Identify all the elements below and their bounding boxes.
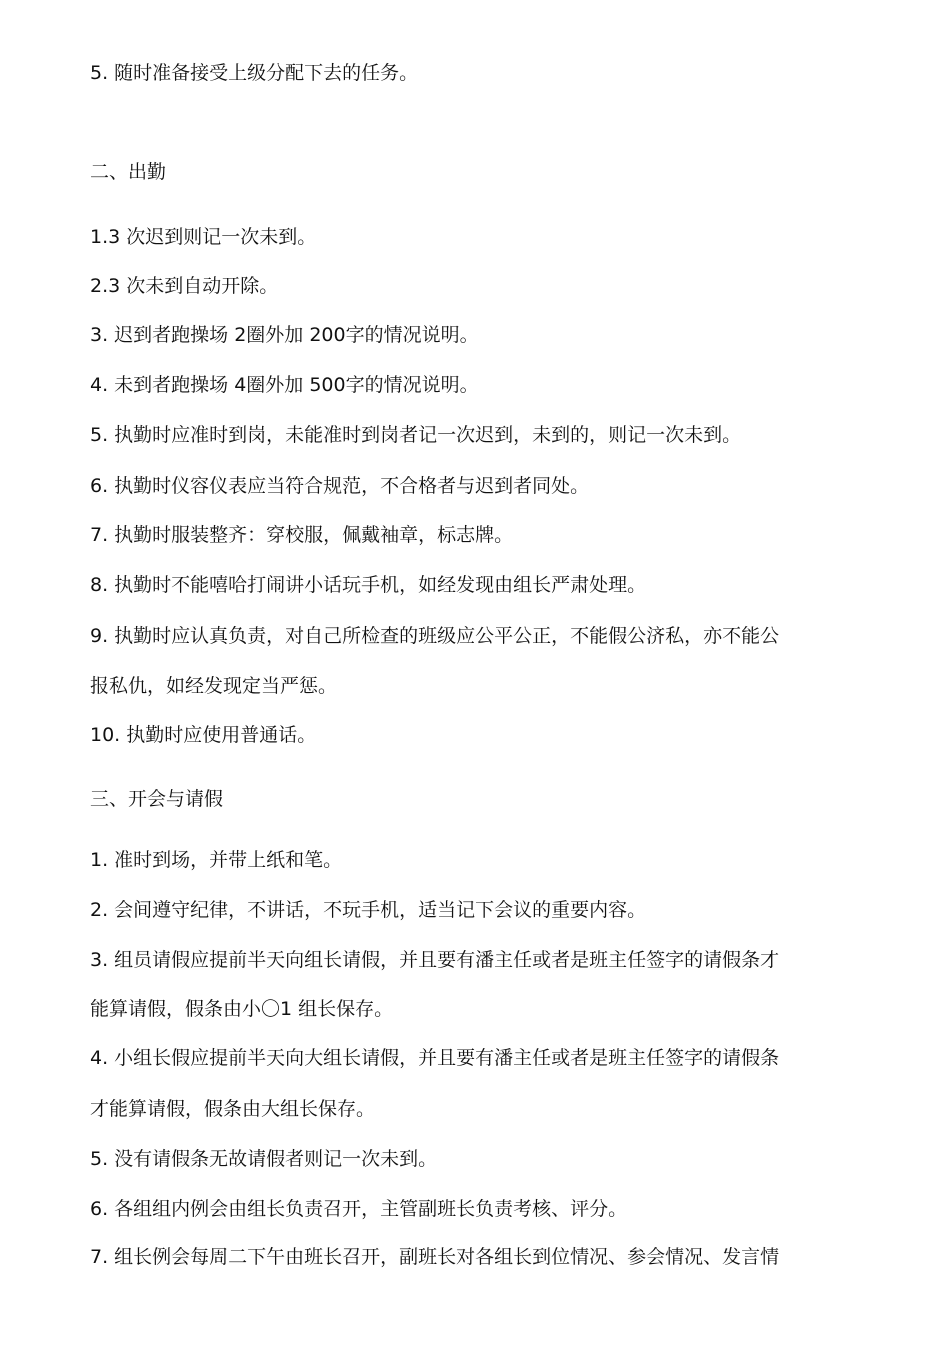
rule-line-meetings-5: 5. 没有请假条无故请假者则记一次未到。: [90, 1148, 438, 1170]
rule-line-attendance-5: 5. 执勤时应准时到岗，未能准时到岗者记一次迟到，未到的，则记一次未到。: [90, 424, 742, 446]
section-heading-meetings-leave: 三、开会与请假: [90, 788, 224, 810]
rule-line-duties-5: 5. 随时准备接受上级分配下去的任务。: [90, 62, 419, 84]
rule-line-meetings-4-cont: 才能算请假，假条由大组长保存。: [90, 1098, 376, 1120]
rule-line-attendance-7: 7. 执勤时服装整齐：穿校服，佩戴袖章，标志牌。: [90, 524, 514, 546]
rule-line-attendance-8: 8. 执勤时不能嘻哈打闹讲小话玩手机，如经发现由组长严肃处理。: [90, 574, 647, 596]
rule-line-attendance-2: 2.3 次未到自动开除。: [90, 275, 279, 297]
rule-line-attendance-6: 6. 执勤时仪容仪表应当符合规范，不合格者与迟到者同处。: [90, 475, 590, 497]
rule-line-attendance-3: 3. 迟到者跑操场 2圈外加 200字的情况说明。: [90, 324, 479, 346]
rule-line-attendance-1: 1.3 次迟到则记一次未到。: [90, 226, 317, 248]
rule-line-meetings-4: 4. 小组长假应提前半天向大组长请假，并且要有潘主任或者是班主任签字的请假条: [90, 1047, 780, 1069]
rule-line-meetings-3-cont: 能算请假，假条由小〇1 组长保存。: [90, 998, 394, 1020]
rule-line-attendance-4: 4. 未到者跑操场 4圈外加 500字的情况说明。: [90, 374, 479, 396]
rule-line-attendance-9: 9. 执勤时应认真负责，对自己所检查的班级应公平公正，不能假公济私，亦不能公: [90, 625, 780, 647]
rule-line-meetings-1: 1. 准时到场，并带上纸和笔。: [90, 849, 343, 871]
rule-line-meetings-6: 6. 各组组内例会由组长负责召开，主管副班长负责考核、评分。: [90, 1198, 628, 1220]
rule-line-meetings-2: 2. 会间遵守纪律，不讲话，不玩手机，适当记下会议的重要内容。: [90, 899, 647, 921]
rule-line-meetings-3: 3. 组员请假应提前半天向组长请假，并且要有潘主任或者是班主任签字的请假条才: [90, 949, 780, 971]
section-heading-attendance: 二、出勤: [90, 161, 167, 183]
rule-line-attendance-10: 10. 执勤时应使用普通话。: [90, 724, 317, 746]
rule-line-meetings-7: 7. 组长例会每周二下午由班长召开，副班长对各组长到位情况、参会情况、发言情: [90, 1246, 780, 1268]
rule-line-attendance-9-cont: 报私仇，如经发现定当严惩。: [90, 675, 338, 697]
